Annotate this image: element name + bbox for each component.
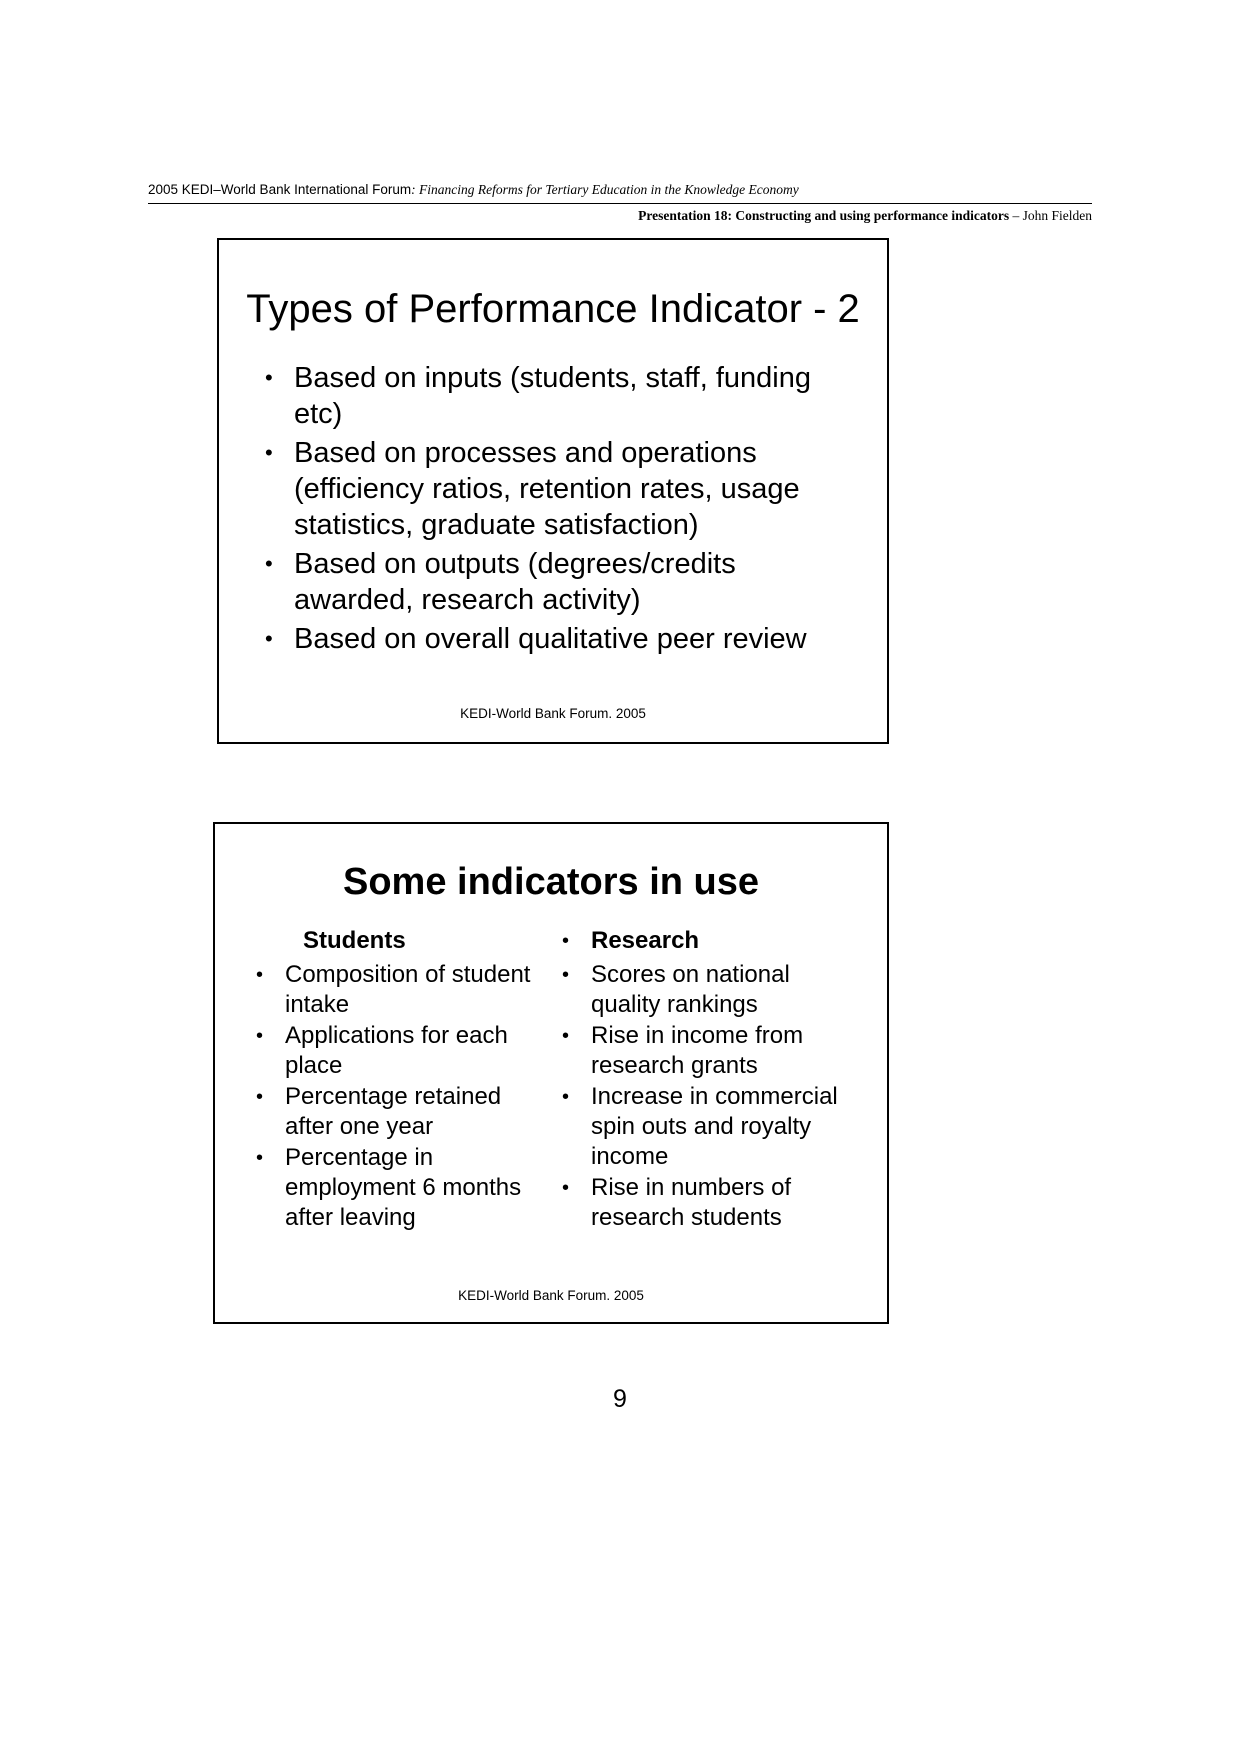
header-presentation-line bbox=[148, 207, 1092, 224]
slide2-title: Some indicators in use bbox=[343, 861, 759, 903]
slide1-footer: KEDI-World Bank Forum. 2005 bbox=[460, 706, 646, 721]
slide2-columns bbox=[215, 926, 887, 1234]
list-item: • Based on outputs (degrees/credits awarded, research activity) bbox=[257, 546, 857, 618]
header-presentation-author: – John Fielden bbox=[1009, 208, 1092, 223]
list-item: • Applications for each place bbox=[245, 1021, 554, 1081]
running-header bbox=[148, 182, 1092, 224]
header-forum-subtitle: : Financing Reforms for Tertiary Education in the Knowledge Economy bbox=[411, 182, 799, 197]
list-item: • Based on processes and operations (efficiency ratios, retention rates, usage statistics, graduate satisfaction) bbox=[257, 435, 857, 543]
slide-types-of-performance-indicator bbox=[217, 238, 889, 744]
slide2-students-heading: Students bbox=[303, 927, 406, 954]
slide2-students-list bbox=[245, 960, 554, 1233]
slide2-research-heading: • Research bbox=[554, 926, 863, 956]
slide1-bullet-list bbox=[219, 360, 887, 657]
header-divider bbox=[148, 203, 1092, 204]
list-item: • Scores on national quality rankings bbox=[554, 960, 863, 1020]
list-item: • Rise in numbers of research students bbox=[554, 1173, 863, 1233]
slide2-column-students bbox=[245, 926, 554, 1234]
list-item: • Based on overall qualitative peer review bbox=[257, 621, 857, 657]
page-number: 9 bbox=[613, 1385, 627, 1413]
list-item: • Percentage in employment 6 months after leaving bbox=[245, 1143, 554, 1233]
header-forum-title: 2005 KEDI–World Bank International Forum bbox=[148, 182, 412, 197]
header-presentation-title: Presentation 18: Constructing and using performance indicators bbox=[638, 208, 1010, 223]
list-item: • Rise in income from research grants bbox=[554, 1021, 863, 1081]
slide2-footer: KEDI-World Bank Forum. 2005 bbox=[458, 1288, 644, 1303]
slide2-column-research bbox=[554, 926, 863, 1234]
slide-some-indicators-in-use bbox=[213, 822, 889, 1324]
slide2-research-list bbox=[554, 960, 863, 1233]
list-item: • Based on inputs (students, staff, funding etc) bbox=[257, 360, 857, 432]
slide1-title: Types of Performance Indicator - 2 bbox=[246, 287, 860, 331]
list-item: • Composition of student intake bbox=[245, 960, 554, 1020]
list-item: • Increase in commercial spin outs and royalty income bbox=[554, 1082, 863, 1172]
header-forum-line bbox=[148, 182, 1092, 198]
list-item: • Percentage retained after one year bbox=[245, 1082, 554, 1142]
